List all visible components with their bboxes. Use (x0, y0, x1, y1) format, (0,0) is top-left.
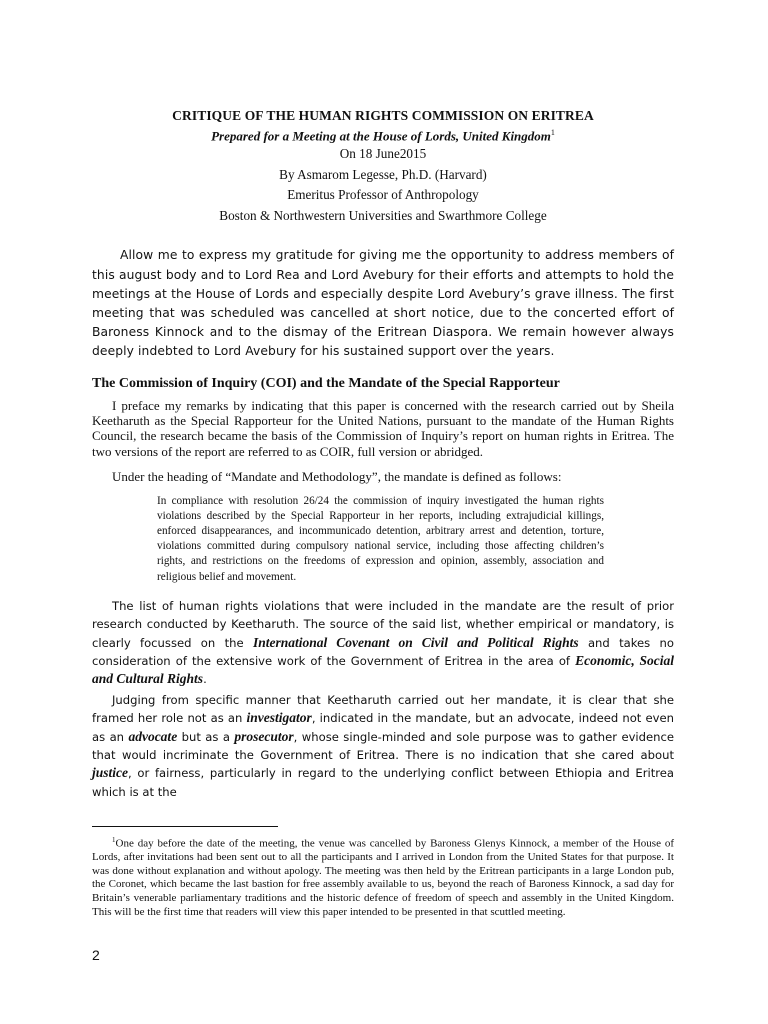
author-position: Emeritus Professor of Anthropology (287, 187, 479, 203)
footnote-separator (92, 826, 278, 827)
block-quote-mandate: In compliance with resolution 26/24 the commission of inquiry investigated the human rights violations described by the Special Rapporteur in her reports, including extrajudicial killings, enforced disappearances, and incommunicado detention, arbitrary arrest and detention, torture, violations committed during compulsory national service, including those affecting children’s rights, and restrictions on the freedoms of expression and opinion, assembly, association and religious belief and movement. (157, 494, 604, 583)
paragraph-judging (92, 691, 674, 801)
paragraph-list-of-violations (92, 597, 674, 689)
emphasis-iccpr: International Covenant on Civil and Political Rights (252, 634, 579, 650)
footnote (92, 834, 674, 919)
document-subtitle (92, 128, 674, 144)
paragraph-mandate-intro: Under the heading of “Mandate and Methodology”, the mandate is defined as follows: (112, 469, 562, 485)
text-run: The list of human rights violations that were included in the mandate are the result of prior research conducted by Keetharuth. The source of the said list, whether empirical or mandatory, is clearly focussed on the (92, 598, 674, 650)
document-title: CRITIQUE OF THE HUMAN RIGHTS COMMISSION ON ERITREA (172, 108, 594, 123)
emphasis-investigator: investigator (246, 710, 312, 726)
text-run: Judging from specific manner that Keetharuth carried out her mandate, it is clear that she framed her role not as an (92, 692, 674, 726)
meeting-date: On 18 June2015 (339, 146, 427, 162)
text-run: , whose single-minded and sole purpose was to gather evidence that would incriminate the Government of Eritrea. There is no indication that she cared about (92, 729, 675, 763)
document-page (92, 108, 674, 801)
text-run: , indicated in the mandate, but an advocate, indeed not even as an (92, 711, 674, 744)
text-run: . (203, 672, 207, 687)
emphasis-prosecutor: prosecutor (234, 728, 294, 744)
emphasis-advocate: advocate (128, 728, 178, 744)
text-run: , or fairness, particularly in regard to the underlying conflict between Ethiopia and Eritrea which is at the (92, 766, 674, 799)
footnote-mark: 1 (112, 836, 116, 844)
footnote-reference[interactable]: 1 (550, 128, 555, 137)
paragraph-gratitude: Allow me to express my gratitude for giving me the opportunity to address members of this august body and to Lord Rea and Lord Avebury for their efforts and attempts to hold the meetings at the House of Lords and especially despite Lord Avebury’s grave illness. The first meeting that was scheduled was cancelled at short notice, due to the concerted effort of Baroness Kinnock and to the dismay of the Eritrean Diaspora. We remain however always deeply indebted to Lord Avebury for his sustained support over the years. (92, 248, 674, 359)
emphasis-justice: justice (92, 765, 128, 781)
paragraph-preface: I preface my remarks by indicating that this paper is concerned with the research carried out by Sheila Keetharuth as the Special Rapporteur for the United Nations, pursuant to the mandate of the Human Rights Council, the research became the basis of the Commission of Inquiry’s report on human rights in Eritrea. The two versions of the report are referred to as COIR, full version or abridged. (92, 397, 674, 459)
text-run: and takes no consideration of the extensive work of the Government of Eritrea in the area of (92, 635, 674, 669)
author-line: By Asmarom Legesse, Ph.D. (Harvard) (279, 166, 487, 182)
text-run: but as a (177, 729, 235, 744)
section-heading: The Commission of Inquiry (COI) and the Mandate of the Special Rapporteur (92, 375, 560, 391)
author-affiliation: Boston & Northwestern Universities and Swarthmore College (219, 207, 547, 223)
subtitle-text: Prepared for a Meeting at the House of Lords, United Kingdom (211, 128, 551, 144)
page-number: 2 (92, 947, 100, 963)
emphasis-escr: Economic, Social and Cultural Rights (92, 653, 675, 687)
footnote-text: One day before the date of the meeting, the venue was cancelled by Baroness Glenys Kinnock, a member of the House of Lords, after invitations had been sent out to all the participants and I arrived in London from the United States for that purpose. It was done without explanation and without apology. The meeting was then held by the Eritrean participants in a large London pub, the Coronet, which became the last bastion for free assembly available to us, beyond the reach of Baroness Kinnock, a sad day for Britain’s venerable parliamentary traditions and the historic defence of freedom of speech and assembly in the United Kingdom. This will be the first time that readers will view this paper intended to be presented in that scuttled meeting. (92, 837, 674, 918)
